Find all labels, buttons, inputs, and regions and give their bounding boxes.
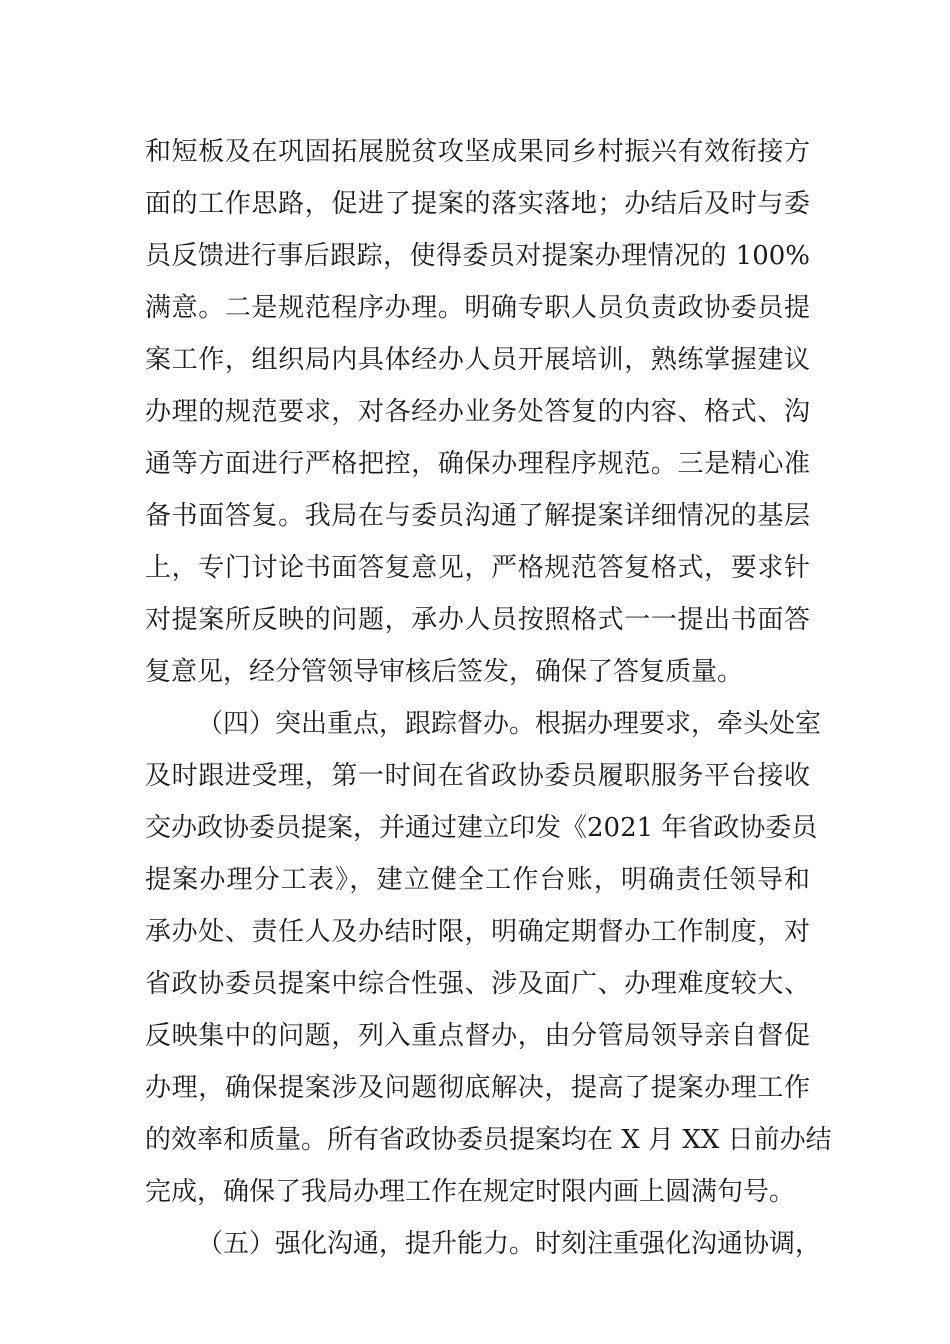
text-line: 完成，确保了我局办理工作在规定时限内画上圆满句号。: [145, 1177, 796, 1207]
text-line: 员反馈进行事后跟踪，使得委员对提案办理情况的 100%: [145, 241, 810, 271]
text-line: 备书面答复。我局在与委员沟通了解提案详细情况的基层: [145, 501, 810, 531]
text-line: 省政协委员提案中综合性强、涉及面广、办理难度较大、: [145, 969, 810, 999]
text-line: 的效率和质量。所有省政协委员提案均在 X 月 XX 日前办结: [145, 1125, 832, 1155]
text-line: 对提案所反映的问题，承办人员按照格式一一提出书面答: [145, 605, 810, 635]
section-heading-line: （五）强化沟通，提升能力。时刻注重强化沟通协调，: [197, 1229, 822, 1259]
text-line: 满意。二是规范程序办理。明确专职人员负责政协委员提: [145, 293, 810, 323]
body-text: [145, 126, 832, 1270]
text-line: 反映集中的问题，列入重点督办，由分管局领导亲自督促: [145, 1021, 810, 1051]
text-line: 及时跟进受理，第一时间在省政协委员履职服务平台接收: [145, 761, 810, 791]
text-line: 承办处、责任人及办结时限，明确定期督办工作制度，对: [145, 917, 810, 947]
text-line: 办理，确保提案涉及问题彻底解决，提高了提案办理工作: [145, 1073, 810, 1103]
text-line: 交办政协委员提案，并通过建立印发《2021 年省政协委员: [145, 813, 818, 843]
text-line: 提案办理分工表》，建立健全工作台账，明确责任领导和: [145, 865, 810, 895]
text-line: 面的工作思路，促进了提案的落实落地；办结后及时与委: [145, 189, 810, 219]
text-line: 通等方面进行严格把控，确保办理程序规范。三是精心准: [145, 449, 810, 479]
text-line: 上，专门讨论书面答复意见，严格规范答复格式，要求针: [145, 553, 810, 583]
text-line: 和短板及在巩固拓展脱贫攻坚成果同乡村振兴有效衔接方: [145, 137, 810, 167]
text-line: 复意见，经分管领导审核后签发，确保了答复质量。: [145, 657, 744, 687]
section-heading-line: （四）突出重点，跟踪督办。根据办理要求，牵头处室: [197, 709, 822, 739]
text-line: 办理的规范要求，对各经办业务处答复的内容、格式、沟: [145, 397, 810, 427]
text-line: 案工作，组织局内具体经办人员开展培训，熟练掌握建议: [145, 345, 810, 375]
